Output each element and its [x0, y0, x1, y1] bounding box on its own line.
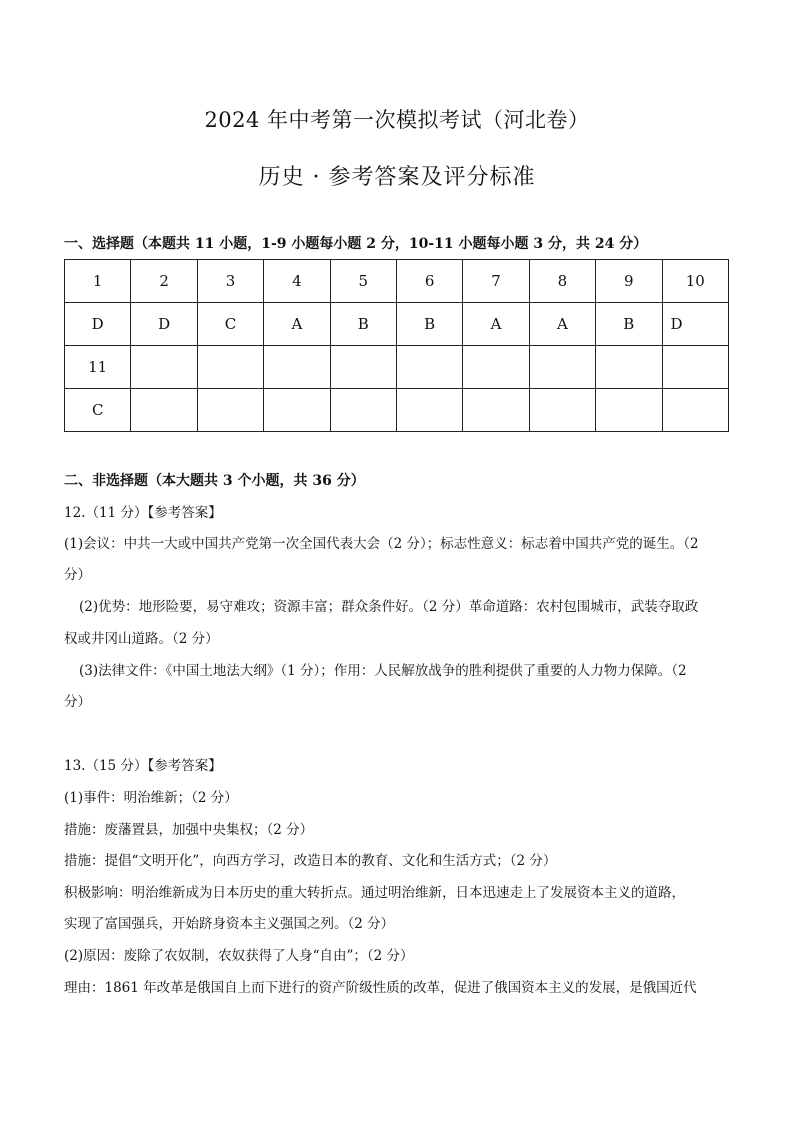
table-cell [197, 389, 263, 432]
table-cell [662, 346, 728, 389]
table-cell: 1 [65, 260, 131, 303]
table-cell: C [197, 303, 263, 346]
table-row-numbers [65, 260, 729, 303]
table-cell [197, 346, 263, 389]
table-cell [264, 346, 330, 389]
table-row-answers [65, 303, 729, 346]
table-cell: 4 [264, 260, 330, 303]
table-cell: D [131, 303, 197, 346]
answer-line: 分） [64, 567, 91, 583]
exam-subtitle: 历史 · 参考答案及评分标准 [258, 165, 536, 190]
table-cell: 7 [463, 260, 529, 303]
table-cell: D [662, 303, 728, 346]
table-cell [463, 389, 529, 432]
table-cell: 11 [65, 346, 131, 389]
table-cell [596, 389, 662, 432]
section2-heading: 二、非选择题（本大题共 3 个小题，共 36 分） [64, 473, 365, 489]
answer-line: 理由：1861 年改革是俄国自上而下进行的资产阶级性质的改革，促进了俄国资本主义的发展，是俄国近代 [64, 980, 697, 996]
answer-line: 权或井冈山道路。（2 分） [64, 631, 219, 647]
answer-line: 措施：废藩置县，加强中央集权；（2 分） [64, 822, 314, 838]
section1-heading: 一、选择题（本题共 11 小题，1-9 小题每小题 2 分，10-11 小题每小题 3 分，共 24 分） [64, 236, 648, 252]
table-cell [596, 346, 662, 389]
table-cell: 9 [596, 260, 662, 303]
table-row-numbers [65, 346, 729, 389]
answer-line: (1)事件：明治维新；（2 分） [64, 790, 238, 806]
table-cell: B [396, 303, 462, 346]
table-cell: C [65, 389, 131, 432]
table-cell: B [596, 303, 662, 346]
table-cell: A [529, 303, 595, 346]
table-cell [529, 389, 595, 432]
table-cell: D [65, 303, 131, 346]
answer-line: 积极影响：明治维新成为日本历史的重大转折点。通过明治维新，日本迅速走上了发展资本主义的道路， [64, 885, 685, 901]
table-cell [396, 346, 462, 389]
table-cell: B [330, 303, 396, 346]
table-cell [330, 346, 396, 389]
exam-title: 2024 年中考第一次模拟考试（河北卷） [204, 108, 590, 132]
answer-line: 实现了富国强兵，开始跻身资本主义强国之列。（2 分） [64, 916, 395, 932]
question-header: 12.（11 分）【参考答案】 [64, 505, 222, 521]
answer-line: (2)优势：地形险要，易守难攻；资源丰富；群众条件好。（2 分）革命道路：农村包围城市，武装夺取政 [79, 599, 699, 615]
table-cell [330, 389, 396, 432]
question-header: 13.（15 分）【参考答案】 [64, 758, 222, 774]
table-cell [662, 389, 728, 432]
answer-line: 措施：提倡“文明开化”，向西方学习，改造日本的教育、文化和生活方式；（2 分） [64, 853, 557, 869]
table-cell [131, 389, 197, 432]
table-cell: 6 [396, 260, 462, 303]
table-cell: 3 [197, 260, 263, 303]
answer-table [64, 259, 729, 432]
table-row-answers [65, 389, 729, 432]
table-cell: 8 [529, 260, 595, 303]
table-cell [264, 389, 330, 432]
table-cell [396, 389, 462, 432]
table-cell: A [463, 303, 529, 346]
answer-line: (1)会议：中共一大或中国共产党第一次全国代表大会（2 分）；标志性意义：标志着中国共产党的诞生。（2 [64, 536, 699, 552]
table-cell [529, 346, 595, 389]
table-cell [463, 346, 529, 389]
table-cell: 10 [662, 260, 728, 303]
answer-line: (2)原因：废除了农奴制，农奴获得了人身“自由”；（2 分） [64, 948, 414, 964]
table-cell: A [264, 303, 330, 346]
table-cell [131, 346, 197, 389]
table-cell: 5 [330, 260, 396, 303]
answer-line: 分） [64, 694, 91, 710]
table-cell: 2 [131, 260, 197, 303]
answer-line: (3)法律文件：《中国土地法大纲》（1 分）；作用：人民解放战争的胜利提供了重要的人力物力保障。（2 [79, 663, 687, 679]
